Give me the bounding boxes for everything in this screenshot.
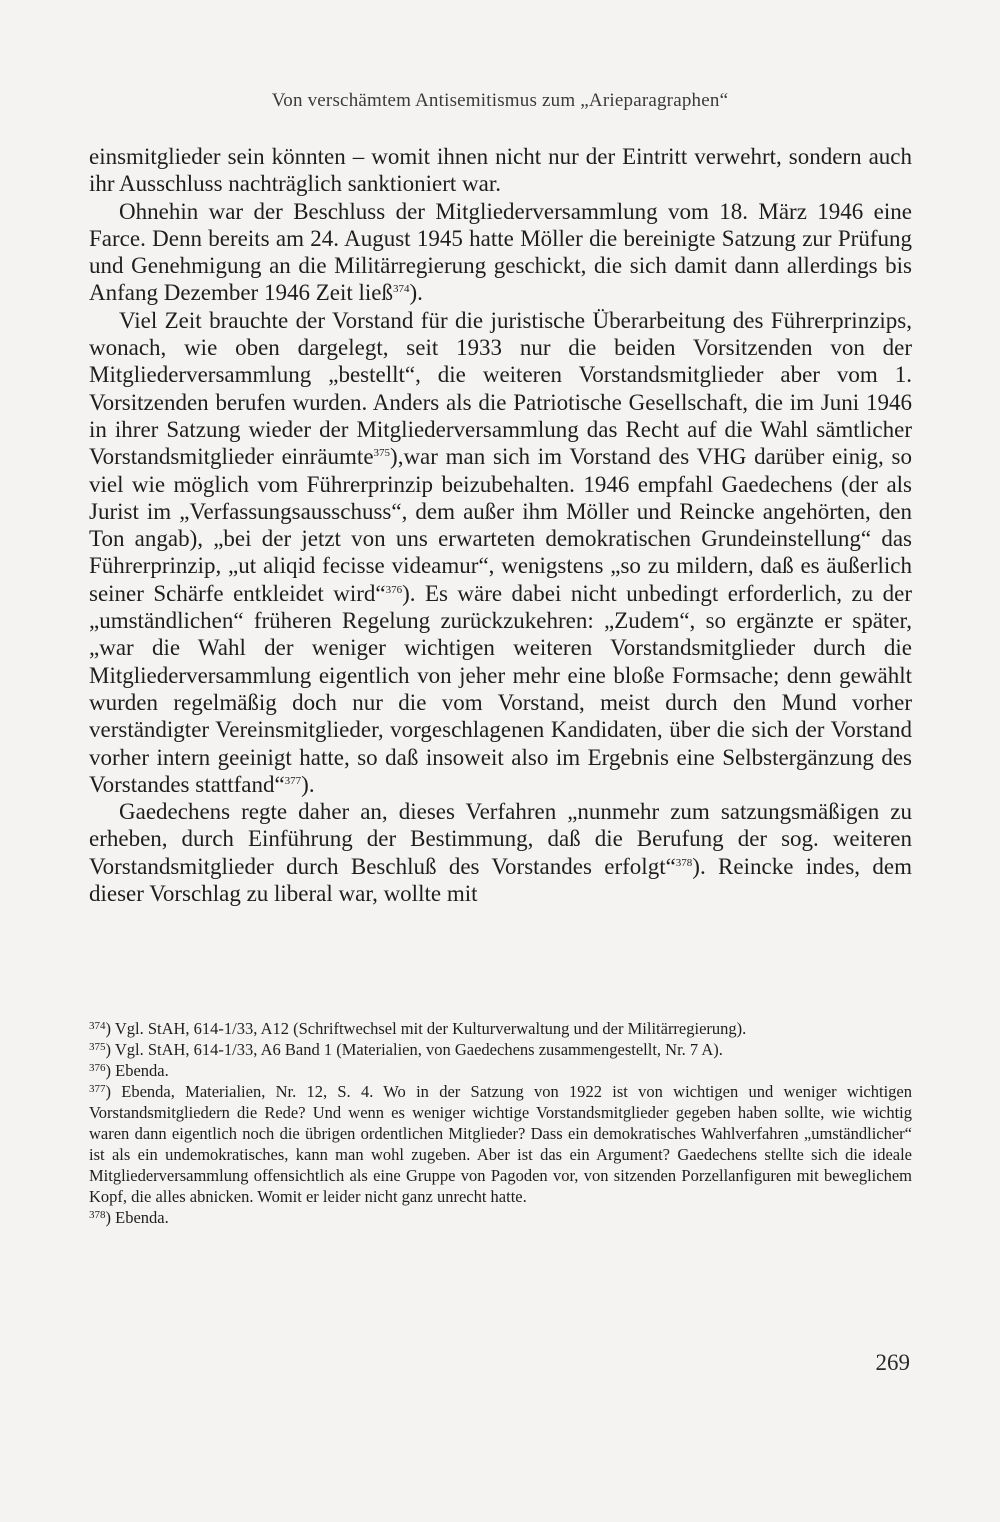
footnote-ref-376[interactable]: 376 [385,583,403,596]
paragraph-2-end: ). [409,280,423,306]
footnote-375 [89,1039,912,1060]
footnote-number: 375 [89,1041,106,1053]
paragraph-3-part-b: ),war man sich im Vorstand des VHG darüber einig, so viel wie möglich vom Führerprinzip beizubehalten. 1946 empfahl Gaedechens (der als Jurist im „Verfassungsausschuss“, dem außer ihm Möller und Reincke angehörten, den Ton angab), „bei der jetzt von uns erwarteten demokratischen Grundeinstellung“ das Führerprinzip, „ut aliqid fecisse videamur“, wenigstens „so zu mildern, daß es äußerlich seiner Schärfe entkleidet wird“ [89,444,912,606]
paragraph-3-part-a: Viel Zeit brauchte der Vorstand für die juristische Überarbeitung des Führerprinzips, wonach, wie oben dargelegt, seit 1933 nur die beiden Vorsitzenden von der Mitgliederversammlung „bestellt“, die weiteren Vorstandsmitglieder aber vom 1. Vorsitzenden berufen wurden. Anders als die Patriotische Gesellschaft, die im Juni 1946 in ihrer Satzung wieder der Mitgliederversammlung das Recht auf die Wahl sämtlicher Vorstandsmitglieder einräumte [89,307,912,470]
paragraph-3 [89,307,912,798]
paragraph-4-part-b: ). Reincke indes, dem dieser Vorschlag zu liberal war, wollte mit [89,853,912,907]
footnote-text: ) Ebenda. [105,1061,169,1080]
page-number: 269 [875,1350,910,1375]
footnote-text: ) Ebenda, Materialien, Nr. 12, S. 4. Wo in der Satzung von 1922 ist von wichtigen und weniger wichtigen Vorstandsmitgliedern die Rede? Und wenn es weniger wichtige Vorstandsmitglieder gegeben haben sollte, wie wichtig waren dann eigentlich noch die übrigen ordentlichen Mitglieder? Dass ein demokratisches Wahlverfahren „umständlicher“ ist als ein undemokratisches, kann man wohl zugeben. Aber ist das ein Argument? Gaedechens stellte sich die ideale Mitgliederversammlung offensichtlich als eine Gruppe von Pagoden vor, von sitzenden Porzellanfiguren mit beweglichem Kopf, die alles abnicken. Womit er leider nicht ganz unrecht hatte. [89,1082,912,1206]
paragraph-3-part-d: ). [301,771,315,797]
paragraph-2-text: Ohnehin war der Beschluss der Mitgliederversammlung vom 18. März 1946 eine Farce. Denn bereits am 24. August 1945 hatte Möller die bereinigte Satzung zur Prüfung und Genehmigung an die Militärregierung geschickt, die sich damit dann allerdings bis Anfang Dezember 1946 Zeit ließ [89,198,912,306]
main-text [89,143,912,907]
footnote-text: ) Vgl. StAH, 614-1/33, A12 (Schriftwechsel mit der Kulturverwaltung und der Militärregierung). [105,1019,747,1038]
footnote-number: 376 [89,1062,106,1074]
paragraph-3-part-c: ). Es wäre dabei nicht unbedingt erforderlich, zu der „umständlichen“ früheren Regelung zurückzukehren: „Zudem“, so ergänzte er später, „war die Wahl der weniger wichtigen weiteren Vorstandsmitglieder durch die Mitgliederversammlung eigentlich von jeher mehr eine bloße Formsache; denn gewählt wurden regelmäßig doch nur die vom Vorstand, meist durch den Mund vorher verständigter Vereinsmitglieder, vorgeschlagenen Kandidaten, über die sich der Vorstand vorher intern geeinigt hatte, so daß insoweit also im Ergebnis eine Selbstergänzung des Vorstandes stattfand“ [89,580,913,797]
running-title: Von verschämtem Antisemitismus zum „Arieparagraphen“ [271,90,729,111]
footnote-378 [89,1207,912,1228]
paragraph-4 [89,798,912,907]
footnote-ref-375[interactable]: 375 [373,447,391,460]
footnote-ref-374[interactable]: 374 [393,283,410,296]
footnotes-section [89,1018,912,1228]
footnote-text: ) Vgl. StAH, 614-1/33, A6 Band 1 (Materialien, von Gaedechens zusammengestellt, Nr. 7 A). [105,1040,723,1059]
paragraph-4-part-a: Gaedechens regte daher an, dieses Verfahren „nunmehr zum satzungsmäßigen zu erheben, durch Einführung der Bestimmung, daß die Berufung der sog. weiteren Vorstandsmitglieder durch Beschluß des Vorstandes erfolgt“ [89,799,912,879]
footnote-377 [89,1081,912,1207]
footnote-376 [89,1060,912,1081]
paragraph-1: einsmitglieder sein könnten – womit ihnen nicht nur der Eintritt verwehrt, sondern auch ihr Ausschluss nachträglich sanktioniert war. [89,144,912,197]
footnote-ref-377[interactable]: 377 [284,774,302,787]
footnote-374 [89,1018,912,1039]
footnote-number: 378 [89,1209,106,1221]
footnote-number: 377 [89,1083,106,1095]
footnote-number: 374 [89,1020,106,1032]
footnote-text: ) Ebenda. [105,1208,169,1227]
paragraph-2 [89,198,912,307]
footnote-ref-378[interactable]: 378 [675,856,693,869]
